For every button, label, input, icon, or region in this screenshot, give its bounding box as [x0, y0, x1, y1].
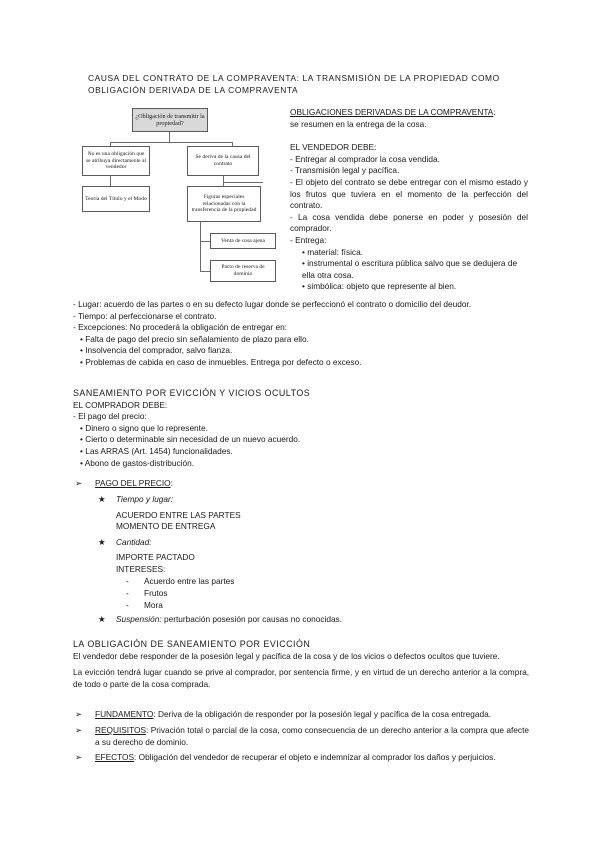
- requisitos-item: [75, 725, 529, 748]
- cantidad-label: Cantidad:: [116, 537, 152, 547]
- text-line: MOMENTO DE ENTREGA: [116, 521, 216, 531]
- efectos-item: [75, 752, 529, 764]
- list-item: [126, 588, 168, 600]
- efectos-text: : Obligación del vendedor de recuperar el objeto e indemnizar al comprador los daños y perjuicios.: [134, 752, 496, 762]
- eviccion-section: [73, 639, 529, 690]
- dash-icon: -: [126, 588, 129, 598]
- arrow-icon: ➢: [75, 725, 82, 735]
- diagram-connector: [110, 176, 111, 186]
- arrow-icon: ➢: [75, 709, 82, 719]
- diagram-connector: [110, 142, 232, 143]
- diagram-connector: [200, 241, 210, 242]
- list-item: • Problemas de cabida en caso de inmuebles. Entrega por defecto o exceso.: [80, 356, 362, 367]
- list-item: - Entrega:: [290, 234, 327, 245]
- list-item: - Tiempo: al perfeccionarse el contrato.: [73, 310, 217, 321]
- list-item: • Cierto o determinable sin necesidad de un nuevo acuerdo.: [80, 434, 301, 445]
- list-item: - Transmisión legal y pacífica.: [290, 165, 400, 176]
- list-item-text: Mora: [144, 600, 163, 610]
- saneamiento-section: [73, 388, 529, 469]
- paragraph: La evicción tendrá lugar cuando se prive al comprador, por sentencia firme, y en virtud de un derecho anterior a la compra, de todo o parte de la cosa comprada.: [73, 667, 529, 689]
- label-colon: :: [170, 478, 173, 488]
- fundamento-text: : Deriva de la obligación de responder por la posesión legal y pacífica de la cosa entregada.: [153, 709, 492, 719]
- text-line: ACUERDO ENTRE LAS PARTES: [116, 510, 241, 520]
- requisitos-text: : Privación total o parcial de la cosa, como consecuencia de un derecho anterior a la compra que afecte a su derecho de dominio.: [95, 725, 529, 747]
- list-item: • simbólica: objeto que represente al bien.: [302, 281, 457, 292]
- list-item: • instrumental o escritura pública salvo que se dedujera de ella otra cosa.: [302, 258, 518, 280]
- list-item: • Falta de pago del precio sin señalamiento de plazo para ello.: [80, 333, 309, 344]
- diagram-connector: [200, 271, 210, 272]
- text-line: INTERESES:: [116, 564, 166, 574]
- list-item: [126, 576, 234, 588]
- comprador-heading: EL COMPRADOR DEBE:: [73, 399, 168, 410]
- dash-icon: -: [126, 576, 129, 586]
- list-item: - Excepciones: No procederá la obligación de entregar en:: [73, 322, 288, 333]
- dash-icon: -: [126, 600, 129, 610]
- suspension-label: Suspensión:: [116, 614, 162, 624]
- efectos-label: EFECTOS: [95, 752, 135, 762]
- diagram-sub-box: Venta de cosa ajena: [210, 233, 276, 249]
- list-item: - El objeto del contrato se debe entregar con el mismo estado y los frutos que tuviera en el momento de la perfección del contrato.: [290, 176, 528, 211]
- diagram-special-box: Figuras especiales relacionadas con la transferencia de la propiedad: [187, 186, 261, 222]
- tiempo-row: [98, 494, 173, 506]
- list-item: • Insolvencia del comprador, salvo fianza.: [80, 345, 233, 356]
- diagram-left-box: No es una obligación que se atribuya directamente al vendedor: [82, 146, 150, 176]
- vendedor-heading: EL VENDEDOR DEBE:: [290, 142, 377, 153]
- lugar-section: [73, 299, 529, 369]
- heading-colon: :: [493, 107, 496, 117]
- obligaciones-section: [290, 107, 528, 293]
- list-item: • Las ARRAS (Art. 1454) funcionalidades.: [80, 445, 233, 456]
- pago-precio-label: PAGO DEL PRECIO: [95, 478, 171, 488]
- arrow-icon: ➢: [75, 478, 82, 488]
- tiempo-label: Tiempo y lugar:: [116, 494, 174, 504]
- section-heading: SANEAMIENTO POR EVICCIÓN Y VICIOS OCULTOS: [73, 388, 311, 398]
- fundamento-label: FUNDAMENTO: [95, 709, 154, 719]
- paragraph: El vendedor debe responder de la posesión legal y pacífica de la cosa y de los vicios o defectos ocultos que tuviere.: [73, 650, 500, 661]
- obligaciones-summary: se resumen en la entrega de la cosa.: [290, 118, 427, 129]
- list-item-text: Acuerdo entre las partes: [144, 576, 235, 586]
- obligaciones-heading: OBLIGACIONES DERIVADAS DE LA COMPRAVENTA: [290, 107, 494, 117]
- diagram-root-box: ¿Obligación de transmitir la propiedad?: [132, 108, 208, 132]
- concept-diagram: [80, 100, 284, 290]
- diagram-sub-box: Pacto de reserva de dominio: [210, 260, 276, 282]
- section-heading: LA OBLIGACIÓN DE SANEAMIENTO POR EVICCIÓN: [73, 639, 311, 649]
- list-item: • material: física.: [302, 246, 363, 257]
- suspension-row: [98, 614, 342, 626]
- list-item: - El pago del precio:: [73, 411, 147, 422]
- list-item-text: Frutos: [144, 588, 168, 598]
- arrow-icon: ➢: [75, 752, 82, 762]
- suspension-text: perturbación posesión por causas no conocidas.: [161, 614, 343, 624]
- list-item: - Lugar: acuerdo de las partes o en su defecto lugar donde se perfeccionó el contrato o domicilio del deudor.: [73, 299, 472, 309]
- diagram-theory-box: Teoría del Título y el Modo: [82, 186, 150, 212]
- list-item: • Dinero o signo que lo represente.: [80, 422, 208, 433]
- page-title: CAUSA DEL CONTRATO DE LA COMPRAVENTA: LA TRANSMISIÓN DE LA PROPIEDAD COMO OBLIGACIÓN DERIVADA DE LA COMPRAVENTA: [88, 73, 500, 95]
- star-icon: ★: [98, 537, 106, 547]
- cantidad-row: [98, 537, 152, 549]
- diagram-connector: [223, 182, 263, 183]
- pago-precio-row: [75, 478, 173, 490]
- text-line: IMPORTE PACTADO: [116, 552, 195, 562]
- fundamento-item: [75, 709, 529, 721]
- diagram-right-box: Se deriva de la causa del contrato: [187, 146, 259, 176]
- list-item: [126, 600, 163, 612]
- star-icon: ★: [98, 494, 106, 504]
- list-item: - Entregar al comprador la cosa vendida.: [290, 153, 440, 164]
- diagram-connector: [200, 222, 201, 272]
- list-item: - La cosa vendida debe ponerse en poder y posesión del comprador.: [290, 211, 528, 234]
- star-icon: ★: [98, 614, 106, 624]
- list-item: • Abono de gastos-distribución.: [80, 457, 195, 468]
- diagram-connector: [169, 132, 170, 142]
- requisitos-label: REQUISITOS: [95, 725, 147, 735]
